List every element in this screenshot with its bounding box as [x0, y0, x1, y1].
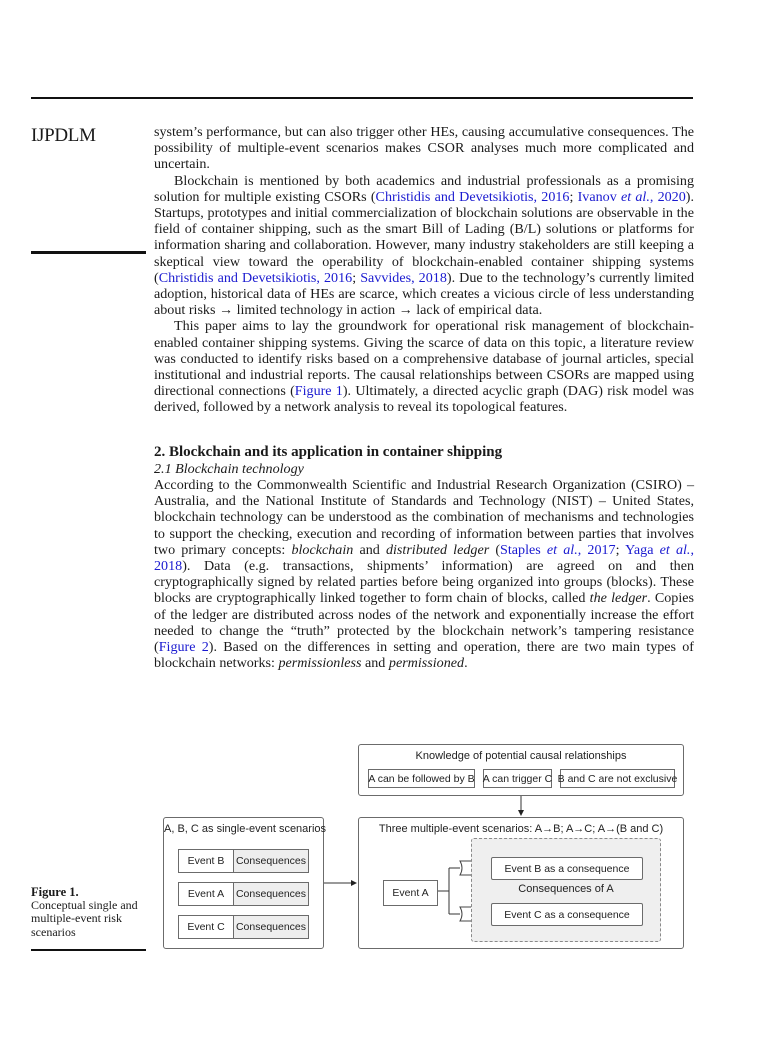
knowledge-item: A can trigger C	[483, 769, 552, 788]
figure-link[interactable]: Figure 1	[294, 383, 343, 400]
text: Staples	[500, 541, 547, 558]
subsection-heading: 2.1 Blockchain technology	[154, 461, 304, 477]
text: (	[489, 541, 501, 558]
figure-caption-text: Conceptual single and multiple-event risk scenarios	[31, 898, 138, 939]
text: ). Ultimately, a directed acyclic graph (DAG) risk model was derived, followed by a network analysis to reveal its topological features.	[154, 383, 694, 416]
knowledge-box	[358, 744, 684, 796]
text: and	[361, 655, 389, 672]
figure-number: Figure 1.	[31, 885, 79, 899]
emphasis: permissionless	[278, 655, 362, 672]
citation-link[interactable]: Christidis and Devetsikiotis, 2016	[375, 188, 570, 205]
single-event-box-title: A, B, C as single-event scenarios	[164, 823, 327, 835]
text: et al.	[659, 541, 691, 558]
text: ). Based on the differences in setting and operation, there are two main types of blockchain networks:	[154, 639, 695, 672]
event-c-consequence-box: Event C as a consequence	[491, 903, 643, 926]
text: According to the Commonwealth Scientific and Industrial Research Organization (CSIRO) – Australia, and the National Institute of Standards and Technology (NIST) – United States, blockchain technology can be understood as the combination of mechanisms and technologies to support the checking, execution and recording of information between parties that involves two primary concepts:	[154, 477, 694, 558]
text: ;	[352, 269, 361, 286]
single-event-box	[163, 817, 327, 949]
text: , 2020	[649, 188, 686, 205]
text: , 2018	[154, 541, 694, 575]
text: Blockchain is mentioned by both academics and industrial professionals as a promising solution for multiple existing CSORs (	[154, 172, 694, 205]
text: ). Startups, prototypes and initial commercialization of blockchain solutions are observable in the field of container shipping, such as the smart Bill of Lading (B/L) solutions or platforms for information sharing and collaboration. However, many industry stakeholders are still keeping a skeptical view toward the operability of blockchain-enabled container shipping systems (	[154, 188, 694, 286]
text: ;	[569, 188, 578, 205]
citation-link[interactable]: Christidis and Devetsikiotis, 2016	[158, 269, 353, 286]
consequences-box: Consequences	[233, 915, 309, 939]
text: et al.	[620, 188, 650, 205]
emphasis: permissioned	[388, 655, 465, 672]
margin-rule	[31, 949, 146, 951]
text: et al.	[546, 541, 578, 558]
text: Yaga	[625, 541, 660, 558]
journal-abbreviation: IJPDLM	[31, 125, 96, 146]
consequences-of-a-label: Consequences of A	[518, 883, 614, 895]
consequences-box: Consequences	[233, 849, 309, 873]
text: ). Data (e.g. transactions, shipments’ information) are agreed on and then cryptographically signed by related parties before being organized into groups (blocks). These blocks are cryptographically linked together to form chain of blocks, called	[154, 558, 694, 607]
emphasis: the ledger	[589, 590, 648, 607]
text: ;	[615, 541, 626, 558]
figure-link[interactable]: Figure 2	[158, 639, 209, 656]
event-b-box: Event B	[178, 849, 234, 873]
citation-link[interactable]: Savvides, 2018	[360, 269, 447, 286]
emphasis: blockchain	[291, 541, 354, 558]
event-c-box: Event C	[178, 915, 234, 939]
emphasis: distributed ledger	[385, 541, 490, 558]
text: , 2017	[577, 541, 616, 558]
text: .	[464, 655, 468, 672]
text: ). Due to the technology’s currently limited adoption, historical data of HEs are scarce, which creates a vicious circle of less understanding about risks → limited technology in action → lack of empirical data.	[154, 269, 695, 319]
knowledge-box-title: Knowledge of potential causal relationships	[415, 750, 627, 762]
knowledge-item: B and C are not exclusive	[560, 769, 675, 788]
knowledge-item: A can be followed by B	[368, 769, 475, 788]
text: Ivanov	[577, 188, 621, 205]
multi-event-box-title: Three multiple-event scenarios: A→B; A→C; A→(B and C)	[378, 823, 664, 835]
text: . Copies of the ledger are distributed across nodes of the network and exponentially increase the effort needed to change the “truth” protected by the blockchain network’s tampering resistance (	[154, 590, 694, 656]
event-a-source-box: Event A	[383, 880, 438, 906]
event-b-consequence-box: Event B as a consequence	[491, 857, 643, 880]
figure-caption	[31, 886, 151, 939]
event-a-box: Event A	[178, 882, 234, 906]
consequences-box: Consequences	[233, 882, 309, 906]
paragraph: system’s performance, but can also trigger other HEs, causing accumulative consequences. The possibility of multiple-event scenarios makes CSOR analyses much more complicated and uncertain.	[154, 124, 694, 173]
multi-event-box	[358, 817, 684, 949]
text: This paper aims to lay the groundwork for operational risk management of blockchain-enabled container shipping systems. Giving the scarce of data on this topic, a literature review was conducted to identify risks based on a comprehensive database of journal articles, special institutional and industrial reports. The causal relationships between CSORs are mapped using directional connections (	[154, 318, 694, 400]
text: and	[353, 541, 386, 558]
section-heading: 2. Blockchain and its application in container shipping	[154, 444, 503, 460]
